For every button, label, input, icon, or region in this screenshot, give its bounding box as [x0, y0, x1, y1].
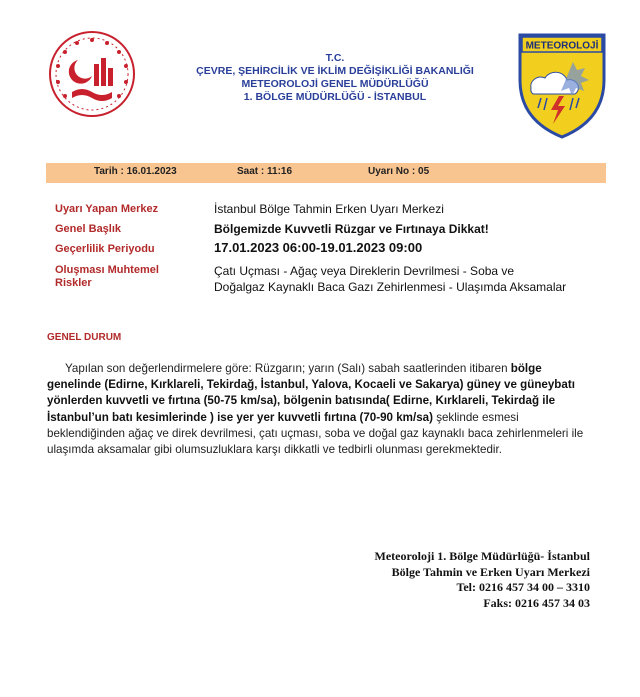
- risks-value-line1: Çatı Uçması - Ağaç veya Direklerin Devrilmesi - Soba ve: [214, 264, 515, 278]
- general-status-paragraph: [47, 361, 592, 458]
- header-line-region: 1. BÖLGE MÜDÜRLÜĞÜ - İSTANBUL: [243, 91, 427, 103]
- logo-text: METEOROLOJİ: [525, 40, 599, 52]
- body-text-part1: Yapılan son değerlendirmelere göre: Rüzgarın; yarın (Salı) sabah saatlerinden itibaren: [65, 362, 511, 375]
- warning-number: Uyarı No : 05: [368, 166, 430, 177]
- risks-label-line2: Riskler: [55, 277, 92, 289]
- header-line-ministry: ÇEVRE, ŞEHİRCİLİK VE İKLİM DEĞİŞİKLİĞİ BAKANLIĞI: [196, 65, 474, 77]
- risks-value: [214, 263, 566, 295]
- period-label: Geçerlilik Periyodu: [55, 243, 155, 255]
- body-text-bold: bölge genelinde (Edirne, Kırklareli, Tekirdağ, İstanbul, Yalova, Kocaeli ve Sakarya) güney ve güneybatı yönlerden kuvvetli ve fırtına (50-75 km/sa), bölgenin batısında( Edirne, Kırklareli, Tekirdağ ile İstanbul’un batı kesimlerinde ) ise yer yer kuvvetli fırtına (70-90 km/sa): [47, 362, 575, 424]
- title-value: Bölgemizde Kuvvetli Rüzgar ve Fırtınaya Dikkat!: [214, 222, 489, 236]
- signature-block: [300, 549, 590, 611]
- signature-line-fax: Faks: 0216 457 34 03: [483, 595, 590, 610]
- section-title-general: GENEL DURUM: [47, 332, 122, 343]
- ministry-header: [160, 52, 510, 104]
- signature-line-office: Meteoroloji 1. Bölge Müdürlüğü- İstanbul: [374, 549, 590, 563]
- center-value: İstanbul Bölge Tahmin Erken Uyarı Merkezi: [214, 202, 444, 216]
- meteoroloji-logo: [517, 32, 607, 140]
- header-line-directorate: METEOROLOJİ GENEL MÜDÜRLÜĞÜ: [241, 78, 429, 90]
- body-text-part2: şeklinde esmesi beklendiğinden ağaç ve direk devrilmesi, çatı uçması, soba ve doğal gaz kaynaklı baca zehirlenmeleri ile ulaşımda aksamalar gibi olumsuzluklara karşı dikkatli ve tedbirli olunması gerekmektedir.: [47, 410, 584, 457]
- warning-time: Saat : 11:16: [237, 166, 293, 177]
- signature-line-phone: Tel: 0216 457 34 00 – 3310: [456, 580, 590, 594]
- risks-value-line2: Doğalgaz Kaynaklı Baca Gazı Zehirlenmesi - Ulaşımda Aksamalar: [214, 280, 567, 294]
- center-label: Uyarı Yapan Merkez: [55, 203, 159, 215]
- warning-date: Tarih : 16.01.2023: [94, 166, 177, 177]
- risks-label-line1: Oluşması Muhtemel: [55, 264, 159, 276]
- title-label: Genel Başlık: [55, 223, 122, 235]
- header-line-tc: T.C.: [325, 52, 345, 64]
- ministry-emblem: [48, 30, 136, 118]
- period-value: 17.01.2023 06:00-19.01.2023 09:00: [214, 240, 423, 255]
- risks-label: [55, 264, 159, 290]
- signature-line-center: Bölge Tahmin ve Erken Uyarı Merkezi: [391, 564, 590, 579]
- warning-info-band: [46, 163, 606, 183]
